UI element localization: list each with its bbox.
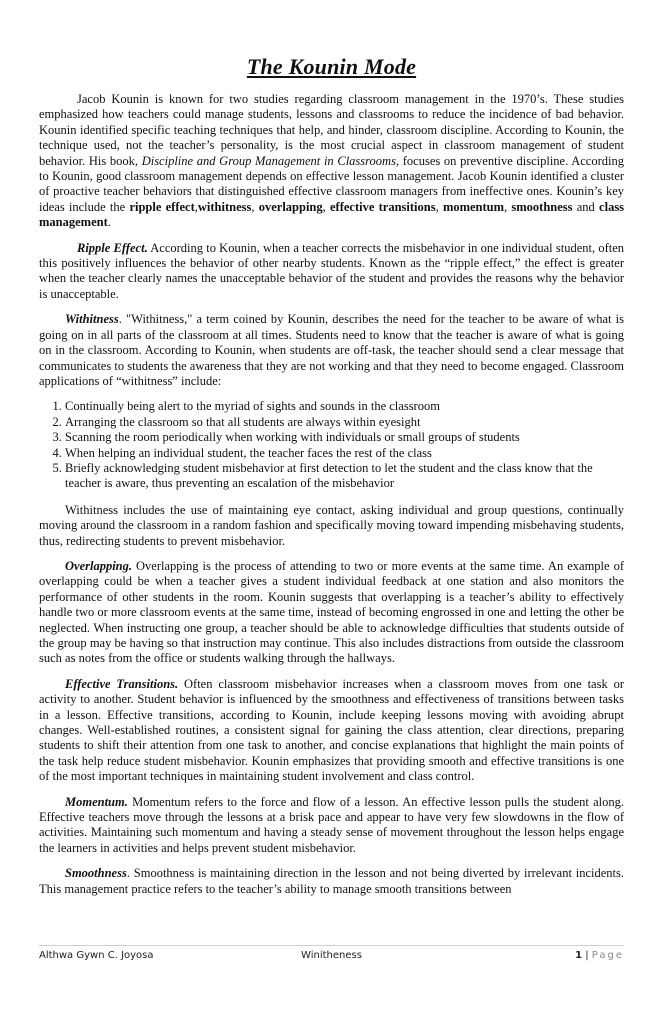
transitions-heading: Effective Transitions. bbox=[65, 676, 179, 691]
footer-author: Althwa Gywn C. Joyosa bbox=[39, 950, 154, 961]
overlapping-paragraph bbox=[39, 559, 624, 667]
keyword-separator: , bbox=[322, 199, 330, 214]
keyword-separator: and bbox=[572, 199, 600, 214]
smoothness-text: . Smoothness is maintaining direction in the lesson and not being diverted by irrelevant incidents. This management practice refers to the teacher’s ability to manage smooth transitions between bbox=[39, 866, 624, 896]
keyword-withitness: withitness bbox=[197, 199, 252, 214]
momentum-paragraph bbox=[39, 795, 624, 857]
ripple-effect-heading: Ripple Effect. bbox=[77, 240, 148, 255]
footer-page-indicator bbox=[575, 948, 624, 963]
page-number: 1 bbox=[575, 950, 583, 961]
withitness-heading: Withitness bbox=[65, 312, 119, 327]
momentum-text: Momentum refers to the force and flow of a lesson. An effective lesson pulls the student along. Effective teachers move through the lessons at a brisk pace and appear to have very few slowdowns in the flow of activities. Maintaining such momentum and having a steady sense of movement throughout the lesson helps engage the learners in activities and helps prevent student misbehavior. bbox=[39, 794, 624, 855]
overlapping-text: Overlapping is the process of attending to two or more events at the same time. An example of overlapping could be when a teacher gives a student individual feedback at one station and also monitors the performance of other students in the room. Kounin suggests that overlapping is a teacher’s ability to effectively handle two or more classroom events at the same time, instead of becoming engrossed in one and letting the other be neglected. When instructing one group, a teacher should be able to acknowledge difficulties that students outside of the group may be having so that instruction may continue. This also includes distractions from outside the classroom such as notes from the office or students walking through the hallways. bbox=[39, 558, 624, 666]
keyword-class-management: class management bbox=[39, 199, 625, 230]
list-item: 2. Arranging the classroom so that all students are always within eyesight bbox=[65, 415, 624, 430]
document-title: The Kounin Mode bbox=[246, 54, 417, 79]
overlapping-heading: Overlapping. bbox=[65, 558, 133, 573]
momentum-heading: Momentum. bbox=[65, 794, 128, 809]
keyword-effective-transitions: effective transitions bbox=[329, 199, 436, 214]
page-separator: | bbox=[582, 950, 592, 961]
sentence-end: . bbox=[107, 215, 111, 230]
list-item: 5. Briefly acknowledging student misbehavior at first detection to let the student and the class know that the teacher is aware, thus preventing an escalation of the misbehavior bbox=[65, 461, 624, 492]
keyword-separator: , bbox=[435, 199, 443, 214]
transitions-text: Often classroom misbehavior increases when a classroom moves from one task or activity to another. Student behavior is influenced by the smoothness and effectiveness of transitions between tasks in a lesson. Effective transitions, according to Kounin, include keeping lessons moving with avoiding abrupt changes. Well-established routines, a consistent signal for gaining the class attention, clear directions, preparing students to shift their attention from one task to another, and concise explanations that highlight the main points of the task help reduce student misbehavior. Kounin emphasizes that providing smooth and effective transitions is one of the most important techniques in maintaining student involvement and class control. bbox=[39, 676, 624, 784]
page-footer bbox=[39, 948, 624, 964]
intro-text-2: , focuses on preventive discipline. According to Kounin, good classroom management depends on effective lesson management. Jacob Kounin identified a cluster of proactive teacher behaviors that distinguished effective classroom managers from ineffective ones. Kounin’s key ideas include the bbox=[39, 153, 624, 214]
ripple-effect-paragraph bbox=[39, 241, 624, 303]
keyword-separator: , bbox=[194, 199, 198, 214]
intro-text-1: Jacob Kounin is known for two studies regarding classroom management in the 1970’s. These studies emphasized how teachers could manage students, lessons and classrooms to reduce the incidence of bad behavior. Kounin identified specific teaching techniques that help, and hinder, classroom discipline. According to Kounin, the technique used, not the teacher’s personality, is the most crucial aspect in classroom management of student behavior. His book, bbox=[39, 92, 624, 168]
keyword-separator: , bbox=[504, 199, 512, 214]
keyword-separator: , bbox=[251, 199, 259, 214]
withitness-text: . "Withitness," a term coined by Kounin, describes the need for the teacher to be aware of what is going on in all parts of the classroom at all times. Students need to know that the teacher is aware of what is going on in the classroom. According to Kounin, when students are off-task, the teacher should send a clear message that communicates to students the awareness that they are not working and that they need to become engaged. Classroom applications of “withitness” include: bbox=[39, 312, 624, 388]
footer-divider bbox=[39, 945, 624, 946]
withitness-followup-paragraph: Withitness includes the use of maintaining eye contact, asking individual and group questions, continually moving around the classroom in a random fashion and specifically moving toward impending misbehaving students, thus, redirecting students to prevent misbehavior. bbox=[39, 502, 624, 548]
list-item: 3. Scanning the room periodically when working with individuals or small groups of students bbox=[65, 430, 624, 445]
list-item: 4. When helping an individual student, the teacher faces the rest of the class bbox=[65, 446, 624, 461]
transitions-paragraph bbox=[39, 677, 624, 785]
document-body bbox=[39, 92, 624, 907]
keyword-ripple-effect: ripple effect bbox=[129, 199, 195, 214]
withitness-list bbox=[39, 399, 624, 491]
withitness-paragraph bbox=[39, 312, 624, 389]
keyword-smoothness: smoothness bbox=[511, 199, 573, 214]
smoothness-paragraph bbox=[39, 866, 624, 897]
ripple-effect-text: According to Kounin, when a teacher corrects the misbehavior in one individual student, often this positively influences the behavior of other nearby students. Known as the “ripple effect,” the effect is greater when the teacher clearly names the unacceptable behavior of the student and provides the reasons why the behavior is unacceptable. bbox=[39, 240, 624, 301]
intro-paragraph bbox=[39, 92, 624, 231]
page-label: Page bbox=[591, 950, 624, 961]
book-title: Discipline and Group Management in Classrooms bbox=[141, 153, 396, 168]
list-item: 1. Continually being alert to the myriad of sights and sounds in the classroom bbox=[65, 399, 624, 414]
keyword-overlapping: overlapping bbox=[258, 199, 323, 214]
smoothness-heading: Smoothness bbox=[65, 866, 127, 881]
footer-center-text: Winitheness bbox=[301, 950, 362, 961]
keyword-momentum: momentum bbox=[442, 199, 505, 214]
